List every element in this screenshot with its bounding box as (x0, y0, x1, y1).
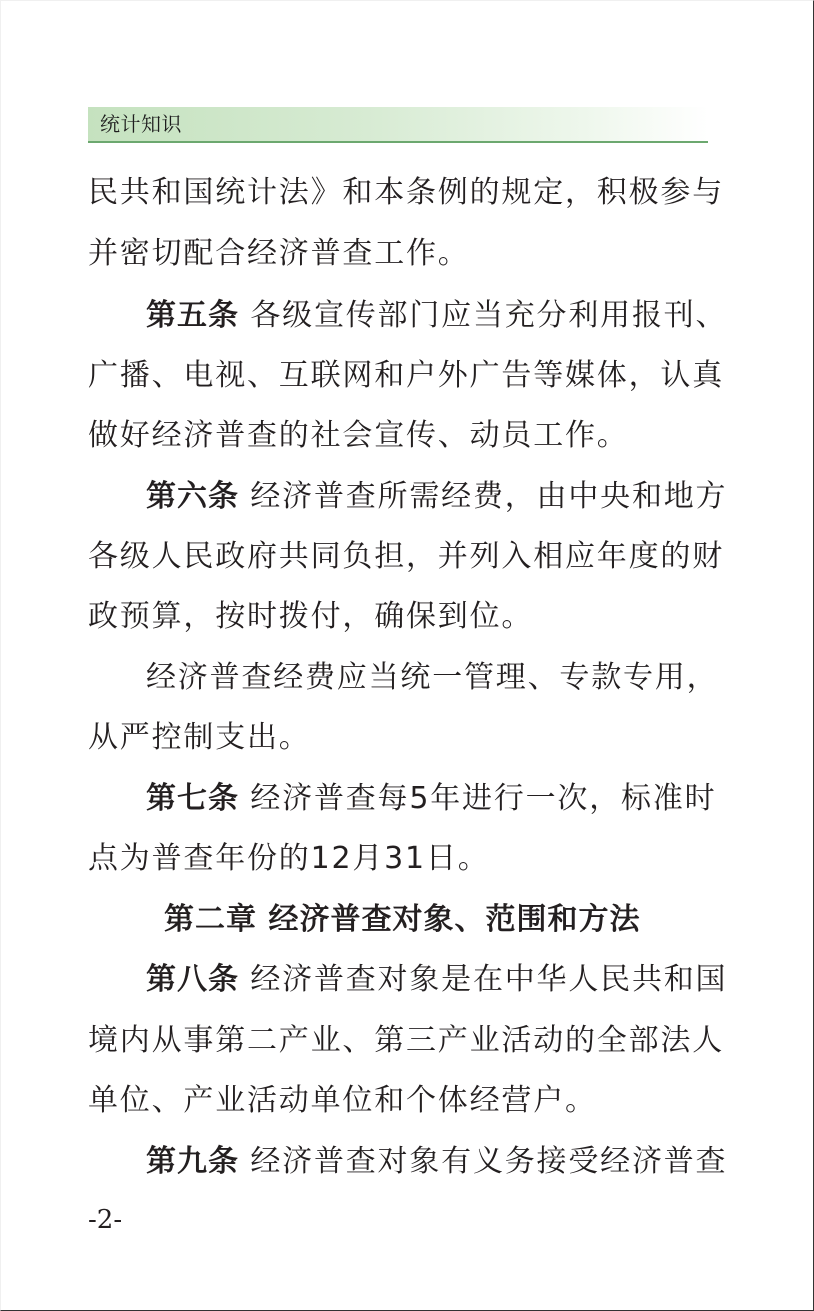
article-8-line-1 (146, 960, 728, 1000)
text-line: 点为普查年份的12月31日。 (88, 841, 490, 876)
text-line: 各级人民政府共同负担，并列入相应年度的财 (88, 539, 724, 574)
text-line: 做好经济普查的社会宣传、动员工作。 (88, 418, 629, 453)
text-line: 境内从事第二产业、第三产业活动的全部法人 (88, 1023, 724, 1058)
text-line: 广播、电视、互联网和户外广告等媒体，认真 (88, 358, 724, 393)
text-line: 民共和国统计法》和本条例的规定，积极参与 (88, 175, 724, 210)
chapter-title: 第二章 经济普查对象、范围和方法 (164, 902, 641, 937)
article-6-title: 第六条 (146, 479, 239, 514)
text-line: 政预算，按时拨付，确保到位。 (88, 599, 534, 634)
text-line: 单位、产业活动单位和个体经营户。 (88, 1083, 597, 1118)
article-8-title: 第八条 (146, 962, 239, 997)
article-7-text: 经济普查每5年进行一次，标准时 (250, 781, 717, 816)
text-line: 并密切配合经济普查工作。 (88, 236, 470, 271)
article-9-line-1 (146, 1142, 728, 1182)
article-8-text: 经济普查对象是在中华人民共和国 (250, 962, 728, 997)
article-5-text: 各级宣传部门应当充分利用报刊、 (250, 298, 728, 333)
paragraph-line: 经济普查经费应当统一管理、专款专用， (146, 660, 719, 695)
article-6-line-1 (146, 477, 728, 517)
article-5-line-1 (146, 296, 728, 336)
page-number: -2- (88, 1205, 123, 1235)
article-5-title: 第五条 (146, 298, 239, 333)
article-6-text: 经济普查所需经费，由中央和地方 (250, 479, 728, 514)
article-9-title: 第九条 (146, 1144, 239, 1179)
section-label: 统计知识 (100, 112, 182, 136)
article-7-line-1 (146, 779, 728, 819)
section-header-band (88, 107, 708, 143)
text-line: 从严控制支出。 (88, 720, 311, 755)
article-7-title: 第七条 (146, 781, 239, 816)
article-9-text: 经济普查对象有义务接受经济普查 (250, 1144, 728, 1179)
